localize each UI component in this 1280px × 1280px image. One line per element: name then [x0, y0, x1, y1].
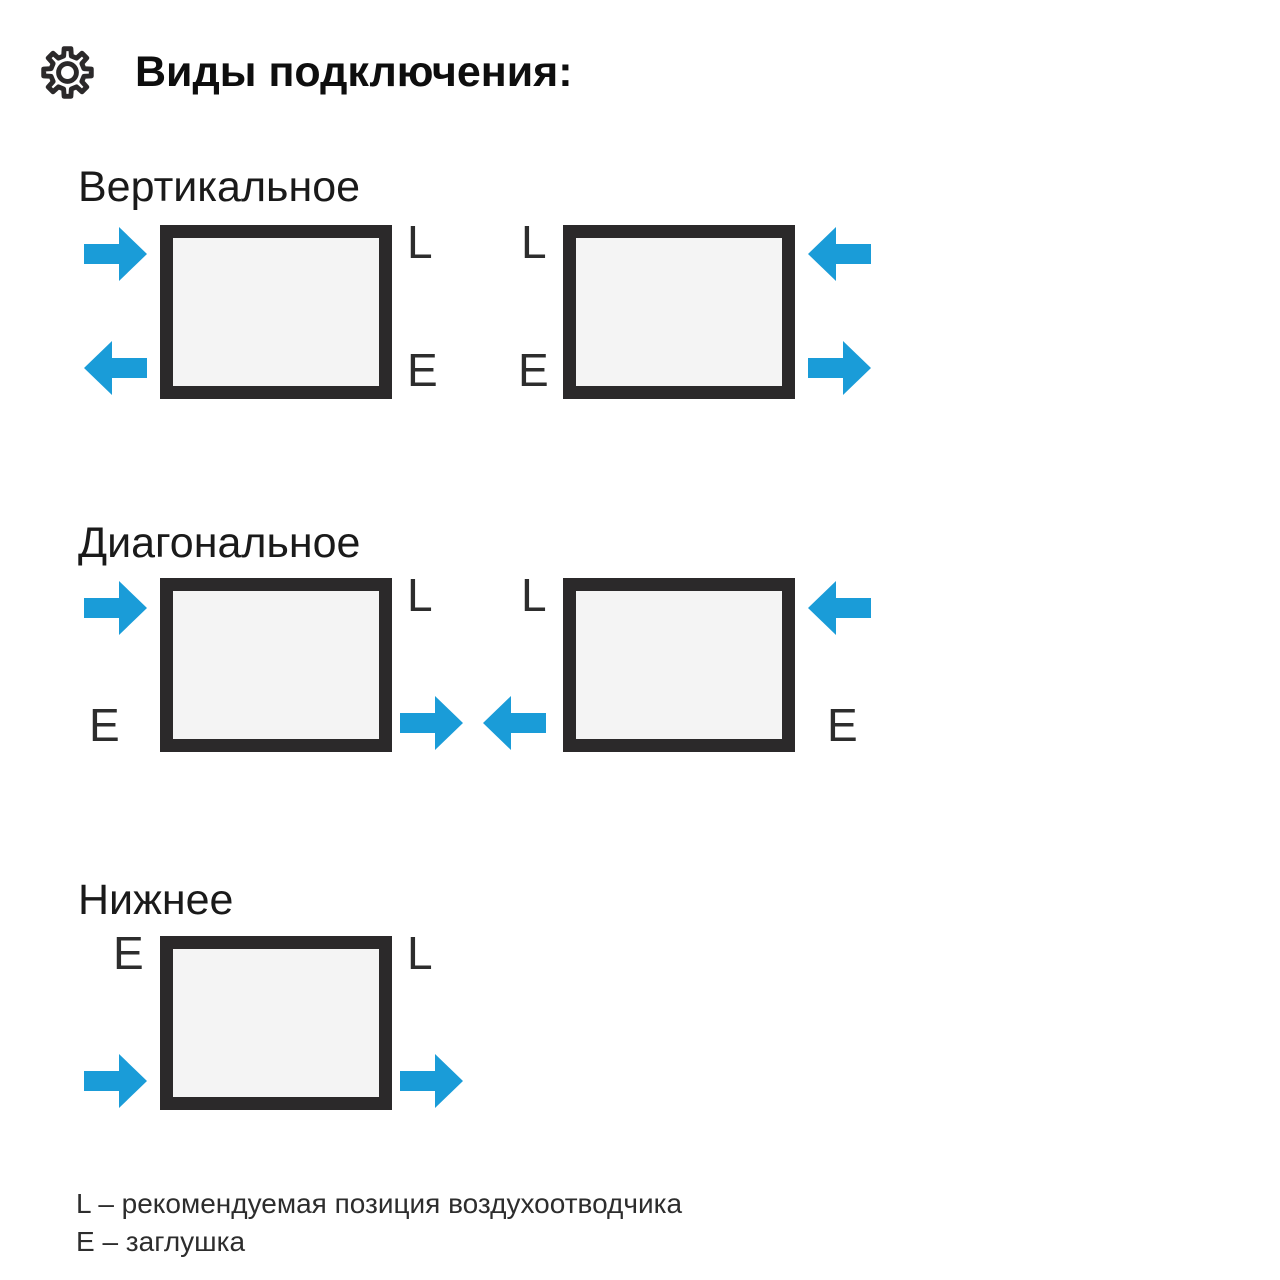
flow-arrow-outlet-icon [400, 696, 463, 750]
flow-arrow-outlet-icon [400, 1054, 463, 1108]
port-label-e: E [89, 699, 120, 751]
port-label-l: L [521, 569, 547, 621]
section-title-bottom: Нижнее [78, 876, 234, 924]
port-label-e: E [518, 344, 549, 396]
flow-arrow-inlet-icon [84, 581, 147, 635]
flow-arrow-outlet-icon [483, 696, 546, 750]
flow-arrow-inlet-icon [808, 581, 871, 635]
legend-line-e: E – заглушка [76, 1226, 246, 1257]
flow-arrow-outlet-icon [808, 341, 871, 395]
radiator-box [160, 225, 392, 399]
port-label-l: L [407, 927, 433, 979]
port-label-l: L [521, 216, 547, 268]
port-label-e: E [113, 927, 144, 979]
flow-arrow-inlet-icon [84, 227, 147, 281]
port-label-e: E [827, 699, 858, 751]
gear-icon [39, 44, 96, 101]
flow-arrow-inlet-icon [808, 227, 871, 281]
legend-line-l: L – рекомендуемая позиция воздухоотводчика [76, 1188, 683, 1219]
radiator-box [563, 578, 795, 752]
section-title-vertical: Вертикальное [78, 163, 361, 211]
port-label-l: L [407, 216, 433, 268]
port-label-e: E [407, 344, 438, 396]
flow-arrow-inlet-icon [84, 1054, 147, 1108]
page-title: Виды подключения: [135, 48, 573, 96]
flow-arrow-outlet-icon [84, 341, 147, 395]
radiator-box [160, 578, 392, 752]
section-title-diagonal: Диагональное [78, 519, 361, 567]
radiator-box [160, 936, 392, 1110]
port-label-l: L [407, 569, 433, 621]
radiator-box [563, 225, 795, 399]
